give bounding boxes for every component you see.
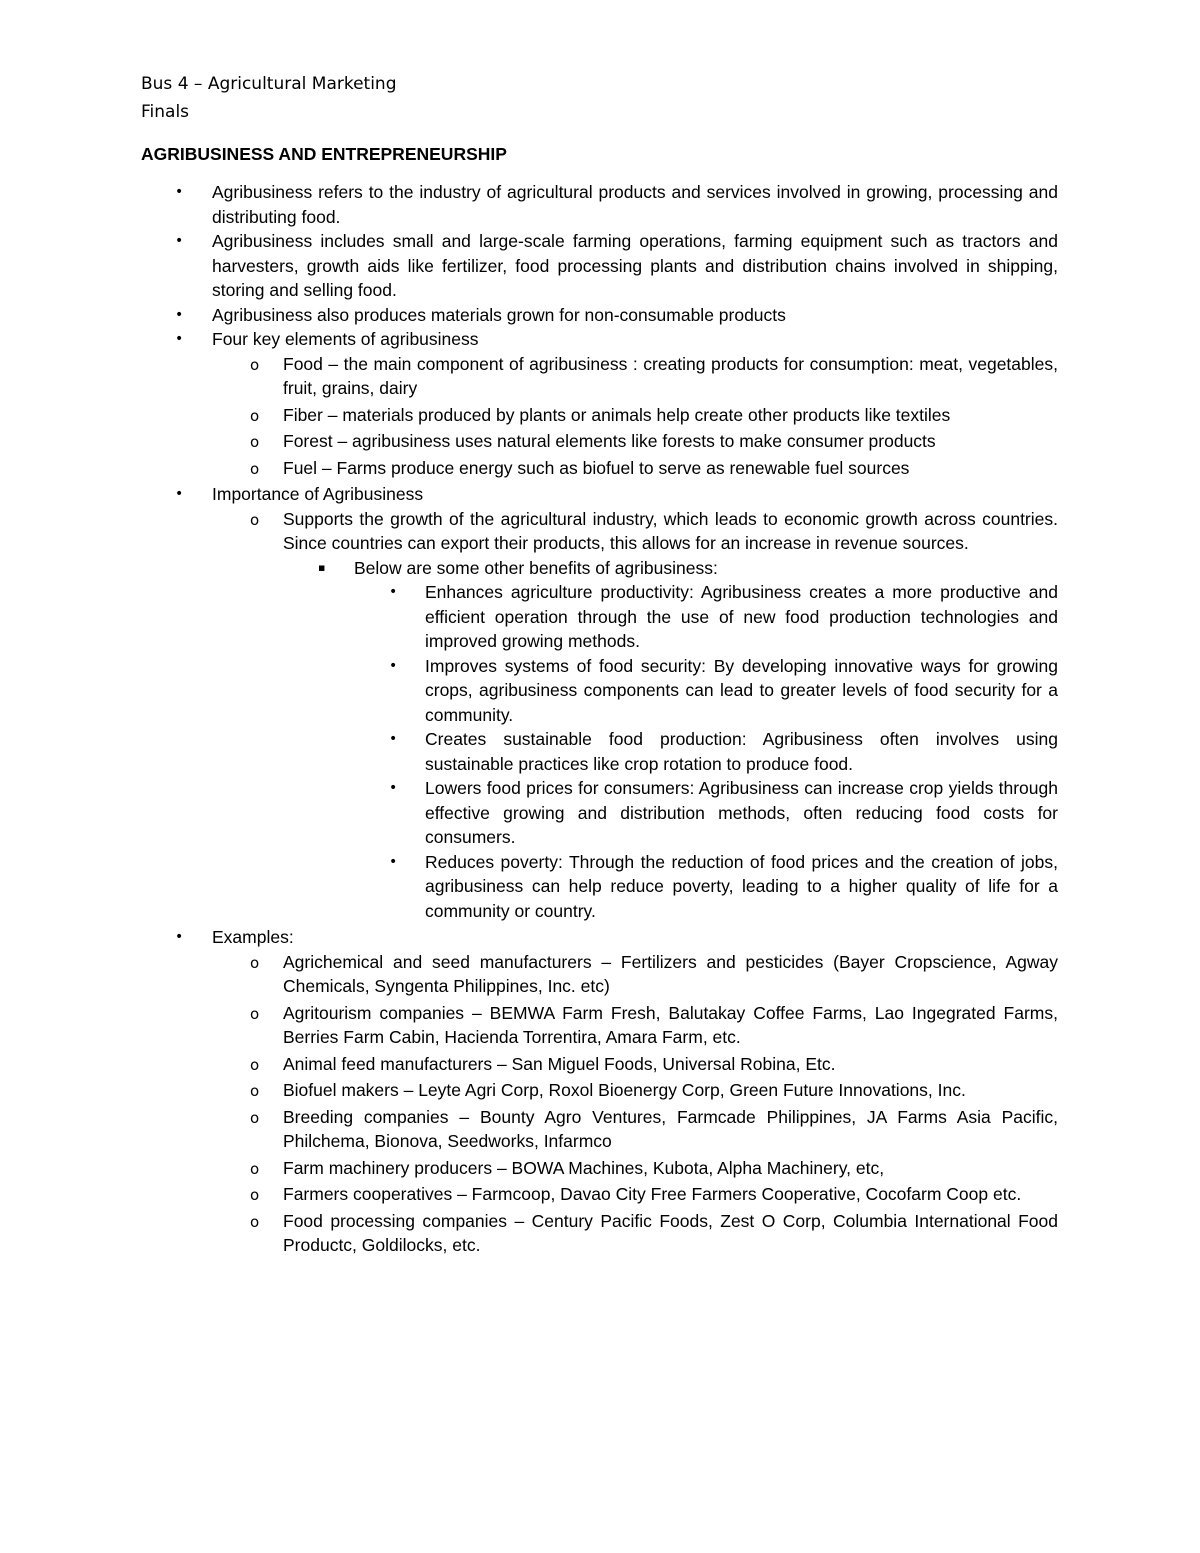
bullet-list-level-3 xyxy=(318,556,1058,924)
list-item xyxy=(389,580,1058,654)
bullet-marker: o xyxy=(250,1004,260,1023)
list-item xyxy=(250,403,1058,428)
bullet-marker: • xyxy=(389,780,398,796)
bullet-marker: • xyxy=(389,731,398,747)
list-item-text: Importance of Agribusiness xyxy=(212,484,424,504)
bullet-marker: • xyxy=(175,184,184,200)
list-item-text: Agribusiness refers to the industry of agricultural products and services involved in growing, processing and distributing food. xyxy=(212,182,1058,227)
bullet-marker: o xyxy=(250,1082,260,1100)
list-item xyxy=(175,925,1058,1258)
list-item xyxy=(175,180,1058,229)
bullet-marker: • xyxy=(175,486,184,502)
bullet-marker: o xyxy=(250,459,260,478)
list-item-text: Supports the growth of the agricultural industry, which leads to economic growth across countries. Since countries can export their products, this allows for an increase in revenue sources. xyxy=(283,508,1058,553)
list-item-text: Agribusiness also produces materials grown for non-consumable products xyxy=(212,304,786,325)
list-item xyxy=(250,1078,1058,1103)
list-item-text: Reduces poverty: Through the reduction of food prices and the creation of jobs, agribusiness can help reduce poverty, leading to a higher quality of life for a community or country. xyxy=(425,851,1058,921)
bullet-marker: • xyxy=(389,853,398,870)
bullet-marker: o xyxy=(250,510,260,529)
list-item-text: Food – the main component of agribusiness : creating products for consumption: meat, vegetables, fruit, grains, dairy xyxy=(283,353,1058,398)
bullet-marker: o xyxy=(250,1186,260,1204)
bullet-list-level-2 xyxy=(250,352,1058,481)
list-item xyxy=(389,850,1058,924)
list-item-text: Biofuel makers – Leyte Agri Corp, Roxol Bioenergy Corp, Green Future Innovations, Inc. xyxy=(283,1080,966,1100)
list-item xyxy=(250,352,1058,401)
list-item xyxy=(389,654,1058,728)
bullet-list-level-2 xyxy=(250,950,1058,1258)
list-item-text: Four key elements of agribusiness xyxy=(212,329,479,349)
list-item-text: Examples: xyxy=(212,927,294,947)
list-item-text: Below are some other benefits of agribusiness: xyxy=(354,557,718,578)
bullet-marker: o xyxy=(250,953,260,972)
list-item xyxy=(250,456,1058,481)
list-item-text: Fiber – materials produced by plants or animals help create other products like textiles xyxy=(283,404,951,425)
list-item xyxy=(250,1105,1058,1154)
list-item-text: Breeding companies – Bounty Agro Ventures, Farmcade Philippines, JA Farms Asia Pacific, Philchema, Bionova, Seedworks, Infarmco xyxy=(283,1106,1058,1151)
bullet-marker: • xyxy=(389,657,398,674)
bullet-list-root xyxy=(175,180,1058,1260)
list-item xyxy=(250,1001,1058,1050)
list-item xyxy=(318,556,1058,924)
list-item xyxy=(175,229,1058,303)
list-item xyxy=(389,727,1058,776)
bullet-marker: o xyxy=(250,1159,260,1178)
list-item-text: Lowers food prices for consumers: Agribusiness can increase crop yields through effective growing and distribution methods, often reducing food costs for consumers. xyxy=(425,778,1058,847)
list-item xyxy=(250,1052,1058,1077)
bullet-marker: o xyxy=(250,1212,260,1231)
list-item-text: Enhances agriculture productivity: Agribusiness creates a more productive and efficient operation through the use of new food production technologies and improved growing methods. xyxy=(425,582,1058,651)
bullet-marker: • xyxy=(175,929,184,945)
bullet-marker: o xyxy=(250,1055,260,1074)
bullet-marker: o xyxy=(250,1108,260,1127)
bullet-marker: • xyxy=(175,306,184,323)
list-item xyxy=(250,950,1058,999)
list-item-text: Fuel – Farms produce energy such as biofuel to serve as renewable fuel sources xyxy=(283,457,910,478)
bullet-marker: o xyxy=(250,406,260,425)
list-item-text: Agritourism companies – BEMWA Farm Fresh, Balutakay Coffee Farms, Lao Ingegrated Farms, Berries Farm Cabin, Hacienda Torrentira, Amara Farm, etc. xyxy=(283,1002,1058,1047)
bullet-list-level-2 xyxy=(250,507,1058,924)
list-item-text: Creates sustainable food production: Agribusiness often involves using sustainable practices like crop rotation to produce food. xyxy=(425,729,1058,774)
bullet-list-level-1 xyxy=(175,180,1058,1258)
list-item xyxy=(175,327,1058,480)
bullet-marker: o xyxy=(250,355,260,374)
list-item-text: Agribusiness includes small and large-scale farming operations, farming equipment such as tractors and harvesters, growth aids like fertilizer, food processing plants and distribution chains involved in shipping, storing and selling food. xyxy=(212,231,1058,300)
list-item-text: Farm machinery producers – BOWA Machines, Kubota, Alpha Machinery, etc, xyxy=(283,1157,885,1178)
list-item-text: Forest – agribusiness uses natural elements like forests to make consumer products xyxy=(283,431,936,451)
bullet-marker: • xyxy=(175,331,184,347)
list-item-text: Agrichemical and seed manufacturers – Fertilizers and pesticides (Bayer Cropscience, Agway Chemicals, Syngenta Philippines, Inc. etc) xyxy=(283,951,1058,996)
bullet-marker: ▪ xyxy=(318,560,326,574)
bullet-marker: • xyxy=(175,233,184,249)
bullet-list-level-4 xyxy=(389,580,1058,923)
list-item xyxy=(250,429,1058,454)
course-header: Bus 4 – Agricultural Marketing xyxy=(141,74,397,94)
list-item-text: Food processing companies – Century Pacific Foods, Zest O Corp, Columbia International Food Productc, Goldilocks, etc. xyxy=(283,1210,1058,1255)
list-item xyxy=(250,507,1058,924)
list-item-text: Animal feed manufacturers – San Miguel Foods, Universal Robina, Etc. xyxy=(283,1053,836,1074)
bullet-marker: • xyxy=(389,584,398,600)
bullet-marker: o xyxy=(250,433,260,451)
term-header: Finals xyxy=(141,102,190,122)
list-item xyxy=(389,776,1058,850)
document-title: AGRIBUSINESS AND ENTREPRENEURSHIP xyxy=(141,144,507,164)
list-item xyxy=(175,303,1058,328)
list-item xyxy=(250,1182,1058,1207)
list-item-text: Farmers cooperatives – Farmcoop, Davao City Free Farmers Cooperative, Cocofarm Coop etc. xyxy=(283,1184,1022,1204)
list-item xyxy=(175,482,1058,923)
list-item-text: Improves systems of food security: By developing innovative ways for growing crops, agribusiness components can lead to greater levels of food security for a community. xyxy=(425,655,1058,725)
list-item xyxy=(250,1209,1058,1258)
list-item xyxy=(250,1156,1058,1181)
